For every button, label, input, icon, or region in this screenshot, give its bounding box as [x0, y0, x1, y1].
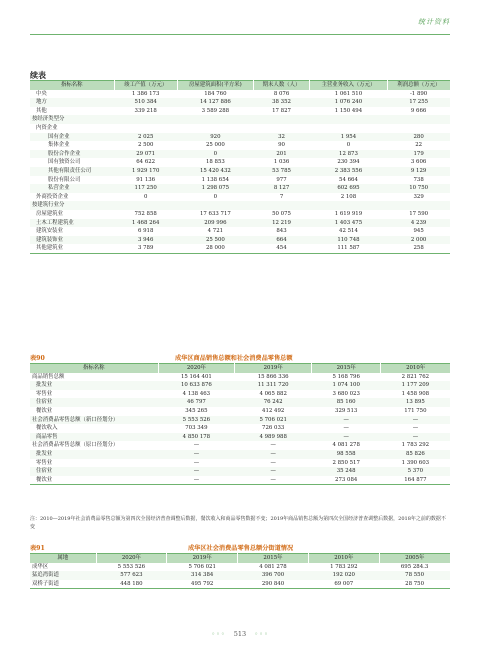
table-cell: 510 384 — [114, 98, 177, 107]
table-cell — [253, 201, 309, 210]
table-cell: 1 061 510 — [334, 90, 363, 97]
column-header: 指标名称 — [30, 81, 114, 90]
table-cell: 3 946 — [114, 236, 177, 245]
column-header: 利润总额（万元） — [387, 81, 450, 90]
table-cell: 32 — [253, 133, 309, 142]
table-cell: 0 — [177, 150, 253, 159]
table-cell — [253, 115, 309, 124]
table-row — [30, 184, 450, 193]
table-cell: 3 789 — [137, 245, 154, 252]
column-header: 期末人数（人） — [253, 81, 309, 90]
table-cell: 110 748 — [310, 236, 388, 245]
table-cell: 339 218 — [134, 107, 157, 114]
table-cell: 10 633 876 — [158, 381, 235, 390]
table-cell: 345 265 — [185, 407, 208, 414]
table-cell: 9 129 — [387, 167, 450, 176]
table-cell: — — [193, 459, 200, 466]
column-header: 房屋建筑面积(平方米) — [177, 81, 253, 90]
table-cell: 703 349 — [185, 425, 208, 432]
table-cell: 695 284.3 — [400, 563, 429, 570]
table-cell: 4 081 278 — [259, 563, 287, 570]
table-cell: — — [270, 476, 276, 483]
table-cell — [177, 201, 253, 210]
row-label: 商品销售总额 — [32, 373, 65, 380]
table-row — [30, 236, 450, 245]
table-cell: 17 633 717 — [199, 210, 231, 217]
column-header: 2005年 — [379, 554, 450, 563]
table-cell — [387, 124, 450, 133]
table-row — [30, 167, 450, 176]
table-cell: 752 858 — [134, 210, 157, 217]
table-cell: 0 — [213, 193, 218, 200]
row-label: 成华区 — [32, 563, 49, 570]
table-cell: 4 081 278 — [332, 442, 360, 449]
table-cell: 5 553 526 — [158, 416, 235, 425]
table-cell: 2 850 517 — [332, 459, 360, 466]
table-cell: 179 — [387, 150, 450, 159]
column-header: 属地 — [30, 554, 96, 563]
table-cell: 1 177 209 — [381, 381, 450, 390]
table-cell: 258 — [413, 245, 424, 252]
row-label: 零售业 — [36, 459, 53, 466]
table-cell: — — [412, 425, 419, 432]
table-header-row — [30, 81, 450, 90]
table-cell: 280 — [387, 133, 450, 142]
table-cell: — — [381, 416, 450, 425]
table-cell: 6 918 — [137, 228, 154, 235]
table-cell: — — [158, 450, 235, 459]
row-label: 国有独资公司 — [48, 159, 81, 166]
table-row — [30, 150, 450, 159]
table-cell: 11 311 720 — [235, 381, 312, 390]
table-row — [30, 107, 450, 116]
table-cell: 18 853 — [205, 159, 225, 166]
table-cell: 25 000 — [205, 142, 225, 149]
table-cell: — — [193, 476, 200, 483]
row-label: 建筑安装业 — [36, 228, 63, 235]
table-cell: 1 619 919 — [334, 210, 363, 217]
table-cell: 117 250 — [114, 184, 177, 193]
table-cell: 14 127 886 — [177, 98, 253, 107]
table-title: 成华区社会消费品零售总额分街道情况 — [188, 545, 294, 552]
table-cell: 54 664 — [339, 176, 358, 183]
table-cell: 90 — [278, 142, 285, 149]
table-cell — [310, 124, 388, 133]
table-cell: 46 797 — [158, 398, 235, 407]
table-cell: 1 390 603 — [401, 459, 430, 466]
table-row — [30, 115, 450, 124]
table-cell: 4 850 178 — [158, 433, 235, 442]
table-cell: 2 383 556 — [310, 167, 388, 176]
row-label: 建筑装饰业 — [30, 236, 114, 245]
table-cell: 15 420 432 — [177, 167, 253, 176]
row-label: 私营企业 — [30, 184, 114, 193]
table-cell: 2 000 — [387, 236, 450, 245]
table-row — [30, 373, 450, 382]
table-cell: 12 219 — [253, 219, 309, 228]
row-label: 集体企业 — [48, 142, 70, 149]
table-cell: 412 492 — [262, 407, 285, 414]
table-cell: 1 386 173 — [131, 90, 160, 97]
table-cell: 329 513 — [335, 407, 358, 414]
table-row — [30, 90, 450, 99]
table-cell: 209 996 — [177, 219, 253, 228]
page-number: 513 — [233, 630, 247, 638]
table-row — [30, 124, 450, 133]
table-cell: 3 606 — [410, 159, 427, 166]
table-cell: 8 127 — [253, 184, 309, 193]
table-cell: 454 — [276, 245, 287, 252]
row-label: 猛追湾街道 — [30, 571, 96, 580]
table-cell: 4 721 — [207, 228, 224, 235]
table-row — [30, 563, 450, 572]
table-cell: 290 840 — [261, 580, 285, 587]
table-cell: 0 — [346, 142, 351, 149]
table-number: 表91 — [30, 545, 45, 552]
table-cell: 1 138 654 — [201, 176, 230, 183]
row-label: 社会消费品零售总额（原口径划分） — [32, 442, 119, 449]
table-row — [30, 219, 450, 228]
table-cell: 17 255 — [387, 98, 450, 107]
table-cell: 5 706 021 — [235, 416, 312, 425]
table-cell: 1 468 264 — [114, 219, 177, 228]
row-label: 餐饮收入 — [36, 425, 58, 432]
running-title: 统计资料 — [418, 18, 450, 26]
row-label: 外商投资企业 — [36, 193, 69, 200]
table-cell — [310, 115, 388, 124]
table-cell: 5 706 021 — [188, 563, 216, 570]
row-label: 国有企业 — [30, 133, 114, 142]
row-label: 土木工程建筑业 — [30, 219, 114, 228]
table-row — [30, 580, 450, 589]
table-cell: — — [381, 433, 450, 442]
table-cell: 17 827 — [272, 107, 291, 114]
table-cell: — — [235, 467, 312, 476]
table-row — [30, 244, 450, 253]
table-cell: 201 — [253, 150, 309, 159]
table-cell: 945 — [413, 228, 424, 235]
row-label: 批发业 — [30, 381, 158, 390]
table-cell: 4 138 463 — [182, 390, 211, 397]
table-cell: 977 — [276, 176, 287, 183]
table-cell — [253, 124, 309, 133]
table-title: 成华区商品销售总额和社会消费品零售总额 — [175, 355, 293, 362]
table-retail-sales — [30, 363, 450, 485]
table-cell: 5 553 526 — [117, 563, 146, 570]
row-label: 按经济类型分 — [30, 115, 114, 124]
table-cell: 38 352 — [253, 98, 309, 107]
row-label: 其他有限责任公司 — [30, 167, 114, 176]
table-cell: 4 065 882 — [259, 390, 287, 397]
table-cell: 1 298 075 — [177, 184, 253, 193]
table-cell: — — [158, 467, 235, 476]
column-header: 2010年 — [381, 364, 450, 373]
table-cell: 53 785 — [253, 167, 309, 176]
table-cell: 495 792 — [191, 580, 214, 587]
table-cell — [177, 124, 253, 133]
table-cell: 1 458 908 — [401, 390, 430, 397]
row-label: 双桥子街道 — [32, 580, 59, 587]
column-header: 2019年 — [167, 554, 238, 563]
row-label: 股份有限公司 — [48, 176, 81, 183]
table-cell: 4 989 988 — [235, 433, 312, 442]
table-cell: 920 — [177, 133, 253, 142]
table-row — [30, 158, 450, 167]
table-header-row — [30, 554, 450, 563]
row-label: 按建筑行业分 — [30, 201, 114, 210]
table-cell: 314 384 — [167, 571, 238, 580]
table-cell: 85 826 — [381, 450, 450, 459]
table-note: 注：2010—2019年社会消费品零售总额为第四次全国经济普查调整后数据，餐饮收入和商品零售数据不变；2019年商品销售总额为第四次全国经济普查调整后数据，2018年之前的数据不变 — [30, 516, 446, 530]
table-row — [30, 201, 450, 210]
table-row — [30, 571, 450, 580]
row-label: 餐饮业 — [36, 407, 53, 414]
page-footer — [0, 630, 480, 638]
table-cell: 13 895 — [381, 398, 450, 407]
table-construction-continued — [30, 80, 450, 254]
table-cell: 15 164 401 — [180, 373, 212, 380]
table-cell: 64 622 — [136, 159, 156, 166]
table-row — [30, 193, 450, 202]
table-cell: 2 821 762 — [401, 373, 430, 380]
table-cell: 10 750 — [387, 184, 450, 193]
table-cell: 171 750 — [404, 407, 427, 414]
table-row — [30, 416, 450, 425]
table-row — [30, 398, 450, 407]
table-cell: 602 695 — [310, 184, 388, 193]
table-cell: — — [343, 425, 349, 432]
table-row — [30, 210, 450, 219]
table-cell: 69 007 — [334, 580, 354, 587]
column-header: 2015年 — [312, 364, 381, 373]
table-row — [30, 381, 450, 390]
table-cell: 738 — [413, 176, 424, 183]
table-cell: 50 075 — [272, 210, 291, 217]
table-cell: 664 — [253, 236, 309, 245]
table-cell: 85 160 — [312, 398, 381, 407]
row-label: 地方 — [30, 98, 114, 107]
footer-dots-right: ◦◦◦ — [254, 630, 269, 638]
table-cell: 843 — [276, 228, 287, 235]
table-cell: 15 866 336 — [257, 373, 289, 380]
table-cell: 1 929 170 — [114, 167, 177, 176]
column-header: 2020年 — [96, 554, 167, 563]
table-cell: 29 071 — [114, 150, 177, 159]
table-cell: 8 076 — [273, 90, 290, 97]
table-cell: 3 680 023 — [332, 390, 360, 397]
column-header: 2020年 — [158, 364, 235, 373]
column-header: 2015年 — [238, 554, 309, 563]
column-header: 竣工产值（万元） — [114, 81, 177, 90]
table-cell: 5 370 — [381, 467, 450, 476]
table-cell: 35 248 — [312, 467, 381, 476]
continued-label: 续表 — [30, 70, 46, 80]
table-cell: — — [193, 442, 200, 449]
table-cell: 1 150 494 — [334, 107, 363, 114]
row-label: 中央 — [36, 90, 47, 97]
table-cell: 91 136 — [136, 176, 156, 183]
column-header: 指标名称 — [30, 364, 158, 373]
table-cell: 1 076 240 — [310, 98, 388, 107]
table-cell: 2 108 — [340, 193, 357, 200]
table-cell: — — [312, 416, 381, 425]
table-cell: 0 — [143, 193, 148, 200]
column-header: 主营业务收入（万元） — [310, 81, 388, 90]
table-cell — [177, 115, 253, 124]
table-cell: 396 700 — [238, 571, 309, 580]
table-row — [30, 407, 450, 416]
row-label: 社会消费品零售总额（新口径划分） — [30, 416, 158, 425]
row-label: 住宿业 — [30, 398, 158, 407]
table-cell: 12 873 — [310, 150, 388, 159]
table-cell: -1 890 — [409, 90, 428, 97]
table-row — [30, 141, 450, 150]
table-cell: 164 877 — [404, 476, 427, 483]
row-label: 房屋建筑业 — [36, 210, 63, 217]
column-header: 2010年 — [308, 554, 379, 563]
table-cell: 1 783 292 — [330, 563, 358, 570]
table-row — [30, 476, 450, 485]
table-cell: 9 666 — [410, 107, 427, 114]
table-cell: 448 180 — [120, 580, 143, 587]
row-label: 内资企业 — [36, 124, 58, 131]
table-row — [30, 98, 450, 107]
table-row — [30, 459, 450, 468]
table-cell: 3 589 288 — [201, 107, 230, 114]
table-cell: 192 020 — [308, 571, 379, 580]
row-label: 其他建筑业 — [36, 245, 63, 252]
table-header-row — [30, 364, 450, 373]
table-row — [30, 450, 450, 459]
table-cell: 1 783 292 — [401, 442, 430, 449]
table-cell: 76 242 — [235, 398, 312, 407]
table-cell — [114, 201, 177, 210]
table-cell: 329 — [413, 193, 424, 200]
table-cell: 5 168 796 — [332, 373, 360, 380]
table-row — [30, 467, 450, 476]
table-cell: 17 590 — [409, 210, 429, 217]
table-cell — [387, 201, 450, 210]
table-cell: 230 394 — [337, 159, 360, 166]
table-cell — [387, 115, 450, 124]
table-cell: 1 036 — [273, 159, 290, 166]
table-cell: 184 760 — [204, 90, 227, 97]
table-cell: 111 587 — [337, 245, 360, 252]
table-cell: 726 033 — [262, 425, 285, 432]
table-cell: 22 — [415, 142, 423, 149]
table-cell — [310, 201, 388, 210]
header-rule — [30, 34, 450, 35]
table-cell: 2 500 — [137, 142, 154, 149]
table-row — [30, 433, 450, 442]
table-row — [30, 227, 450, 236]
table-number: 表90 — [30, 355, 45, 362]
row-label: 住宿业 — [30, 467, 158, 476]
table-cell: 25 500 — [177, 236, 253, 245]
table-cell: — — [312, 433, 381, 442]
row-label: 零售业 — [36, 390, 53, 397]
table-cell: 42 514 — [339, 228, 358, 235]
table-cell — [114, 115, 177, 124]
table-row — [30, 176, 450, 185]
table-cell: — — [270, 459, 276, 466]
table-cell: 28 000 — [205, 245, 225, 252]
column-header: 2019年 — [235, 364, 312, 373]
table-cell: 273 084 — [335, 476, 358, 483]
table-row — [30, 424, 450, 433]
footer-dots-left: ◦◦◦ — [211, 630, 226, 638]
row-label: 批发业 — [30, 450, 158, 459]
table-cell: 577 623 — [96, 571, 167, 580]
table-cell: 98 558 — [312, 450, 381, 459]
table-cell: 1 954 — [310, 133, 388, 142]
row-label: 商品零售 — [30, 433, 158, 442]
table-row — [30, 441, 450, 450]
table-row — [30, 390, 450, 399]
table-cell — [114, 124, 177, 133]
table-retail-by-street — [30, 553, 450, 589]
table-cell: 7 — [279, 193, 284, 200]
table-row — [30, 133, 450, 142]
row-label: 其他 — [36, 107, 47, 114]
table-cell: 1 074 100 — [312, 381, 381, 390]
table-cell: 2 025 — [114, 133, 177, 142]
table-cell: 4 239 — [387, 219, 450, 228]
table-cell: — — [270, 442, 276, 449]
table-cell: 28 750 — [405, 580, 425, 587]
table-cell: 78 550 — [379, 571, 450, 580]
table-cell: 1 403 475 — [310, 219, 388, 228]
table-cell: — — [235, 450, 312, 459]
row-label: 餐饮业 — [36, 476, 53, 483]
row-label: 股份合作企业 — [30, 150, 114, 159]
